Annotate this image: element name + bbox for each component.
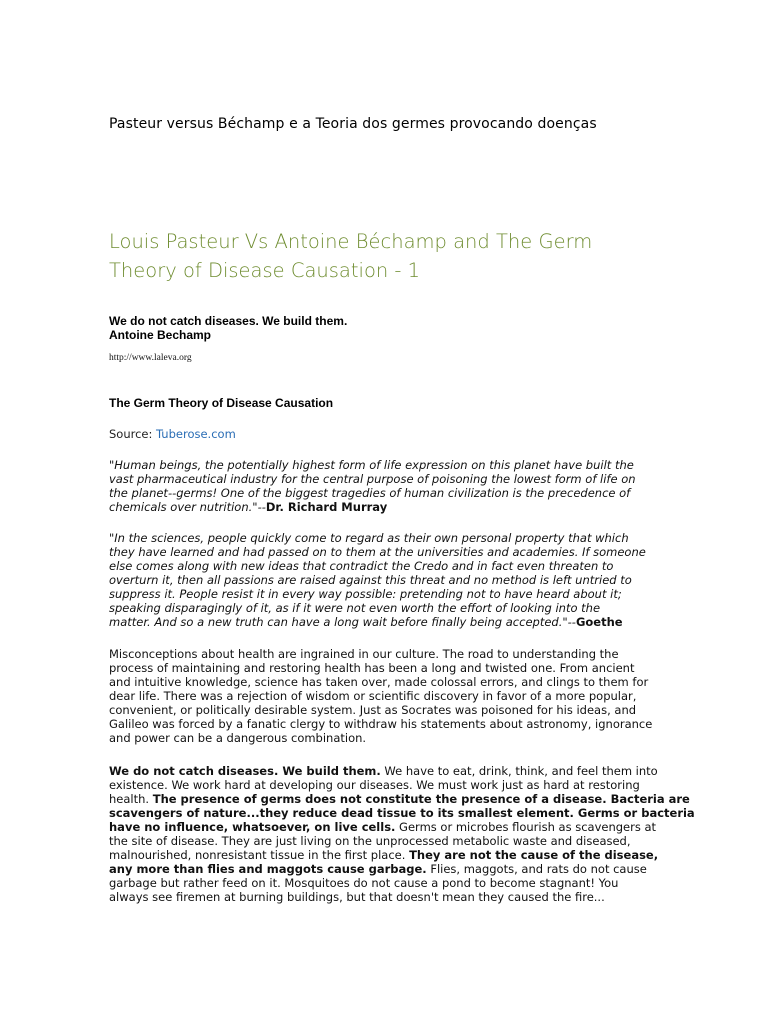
paragraph-line: the site of disease. They are just living on the unprocessed metabolic waste and diseased, [109, 834, 631, 848]
paragraph-line: Galileo was forced by a fanatic clergy to withdraw his statements about astronomy, ignorance [109, 717, 653, 731]
paragraph-line: dear life. There was a rejection of wisdom or scientific discovery in favor of a more popular, [109, 689, 637, 703]
body-paragraph-germs [109, 764, 695, 904]
quote-line: chemicals over nutrition."-- [109, 500, 266, 514]
quote-attribution: Goethe [575, 615, 623, 629]
plain-text: Germs or microbes flourish as scavengers at [395, 820, 657, 834]
source-line [109, 427, 236, 441]
plain-text: malnourished, nonresistant tissue in the first place. [109, 848, 410, 862]
paragraph-line [109, 848, 659, 862]
paragraph-line: always see firemen at burning buildings, but that doesn't mean they caused the fire... [109, 890, 605, 904]
plain-text: We have to eat, drink, think, and feel them into [380, 764, 658, 778]
quote-line: else comes along with new ideas that contradict the Credo and in fact even threaten to [109, 559, 614, 573]
source-link[interactable]: Tuberose.com [156, 427, 236, 441]
article-heading-line-2: Theory of Disease Causation - 1 [109, 259, 421, 282]
quote-line: "In the sciences, people quickly come to regard as their own personal property that which [109, 531, 629, 545]
quote-murray [109, 458, 649, 514]
quote-line: suppress it. People resist it in every way possible: pretending not to have heard about it; [109, 587, 622, 601]
document-title: Pasteur versus Béchamp e a Teoria dos germes provocando doenças [109, 116, 597, 132]
paragraph-line [109, 792, 690, 806]
paragraph-line: existence. We work hard at developing our diseases. We must work just as hard at restoring [109, 778, 640, 792]
bold-text: have no influence, whatsoever, on live cells. [109, 820, 396, 834]
quote-goethe [109, 531, 649, 629]
quote-line: speaking disparagingly of it, as if it were not even worth the effort of looking into the [109, 601, 601, 615]
quote-line-last [109, 615, 649, 629]
section-heading: The Germ Theory of Disease Causation [109, 396, 334, 410]
source-label: Source: [109, 427, 157, 441]
bold-text: scavengers of nature...they reduce dead tissue to its smallest element. Germs or bacteria [109, 806, 695, 820]
paragraph-line: Misconceptions about health are ingrained in our culture. The road to understanding the [109, 647, 619, 661]
quote-line-last [109, 500, 649, 514]
plain-text: Flies, maggots, and rats do not cause [426, 862, 647, 876]
quote-line: overturn it, then all passions are raised against this threat and no method is left untried to [109, 573, 632, 587]
quote-line: matter. And so a new truth can have a long wait before finally being accepted."-- [109, 615, 576, 629]
paragraph-line: garbage but rather feed on it. Mosquitoes do not cause a pond to become stagnant! You [109, 876, 619, 890]
quote-line: they have learned and had passed on to them at the universities and academies. If someone [109, 545, 646, 559]
epigraph-text: We do not catch diseases. We build them. [109, 314, 348, 328]
quote-attribution: Dr. Richard Murray [265, 500, 388, 514]
paragraph-line [109, 806, 695, 820]
body-paragraph-misconceptions [109, 647, 653, 745]
article-heading [109, 227, 669, 285]
paragraph-line [109, 820, 657, 834]
article-heading-line-1: Louis Pasteur Vs Antoine Béchamp and The Germ [109, 230, 593, 253]
quote-line: "Human beings, the potentially highest form of life expression on this planet have built the [109, 458, 634, 472]
bold-text: The presence of germs does not constitute the presence of a disease. Bacteria are [152, 792, 690, 806]
plain-text: health. [109, 792, 153, 806]
paragraph-line [109, 862, 649, 876]
bold-text: any more than flies and maggots cause garbage. [109, 862, 427, 876]
paragraph-line [109, 764, 658, 778]
paragraph-line: process of maintaining and restoring health has been a long and twisted one. From ancient [109, 661, 635, 675]
paragraph-line: convenient, or politically desirable system. Just as Socrates was poisoned for his ideas, and [109, 703, 637, 717]
epigraph-author: Antoine Bechamp [109, 328, 212, 342]
quote-line: vast pharmaceutical industry for the central purpose of poisoning the lowest form of life on [109, 472, 636, 486]
source-url: http://www.laleva.org [109, 353, 192, 363]
epigraph [109, 314, 347, 342]
paragraph-line: and power can be a dangerous combination. [109, 731, 367, 745]
bold-text: They are not the cause of the disease, [409, 848, 659, 862]
bold-text: We do not catch diseases. We build them. [109, 764, 381, 778]
quote-line: the planet--germs! One of the biggest tragedies of human civilization is the precedence of [109, 486, 631, 500]
paragraph-line: and intuitive knowledge, science has taken over, made colossal errors, and clings to them for [109, 675, 649, 689]
